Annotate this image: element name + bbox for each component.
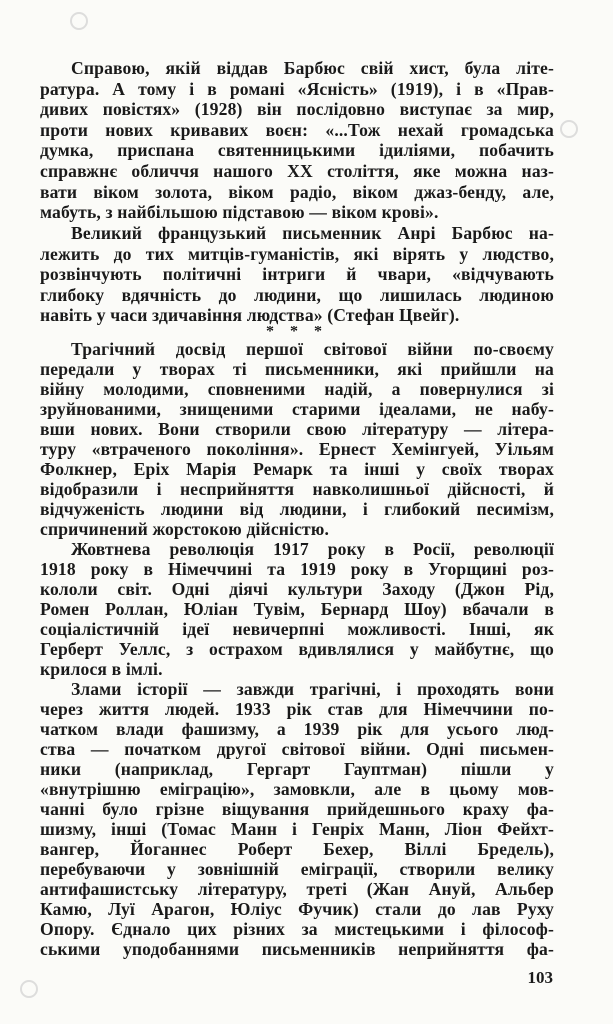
text-line: відчуженість людини від людини, і глибокий песимізм, (40, 499, 554, 519)
text-line: проти нових кривавих воєн: «...Тож нехай громадська (40, 119, 554, 140)
text-line: спричинений жорстокою дійсністю. (40, 519, 329, 539)
text-line: передали у творах ті письменники, які прийшли на (40, 359, 554, 379)
watermark (70, 12, 91, 30)
text-line: перебуваючи у зовнішній еміграції, створили велику (40, 859, 554, 879)
text-line: навіть у часи здичавіння людства» (Стефан Цвейг). (40, 305, 460, 326)
text-line: Трагічний досвід першої світової війни по-своєму (71, 339, 554, 359)
text-line: війну молодими, сповненими надій, а повернулися зі (40, 379, 554, 399)
text-line: ники (наприклад, Гергарт Гауптман) пішли у (40, 759, 554, 779)
text-line: Опору. Єднало цих різних за мистецькими і філософ- (40, 919, 554, 939)
watermark (560, 120, 581, 138)
page-number: 103 (527, 968, 553, 987)
text-line: зруйнованими, знищеними старими ідеалами, не набу- (40, 399, 554, 419)
text-line: крилося в імлі. (40, 659, 163, 679)
text-line: вати віком золота, віком радіо, віком джаз-бенду, але, (40, 181, 554, 202)
text-line: ратура. А тому і в романі «Ясність» (1919), і в «Прав- (40, 78, 554, 99)
text-line: чатком влади фашизму, а 1939 рік для усього люд- (40, 719, 554, 739)
text-line: туру «втраченого покоління». Ернест Хемінгуей, Уільям (40, 439, 554, 459)
text-line: відобразили і несприйняття навколишньої дійсності, й (40, 479, 554, 499)
text-line: Жовтнева революція 1917 року в Росії, революції (71, 539, 554, 559)
watermark (20, 980, 41, 998)
text-line: кололи світ. Одні діячі культури Заходу (Джон Рід, (40, 579, 554, 599)
text-line: Справою, якій віддав Барбюс свій хист, була літе- (71, 58, 554, 78)
text-line: глибоку вдячність до людини, що лишилась людиною (40, 284, 554, 305)
text-line: шизму, інші (Томас Манн і Генріх Манн, Ліон Фейхт- (40, 819, 554, 839)
text-line: вангер, Йоганнес Роберт Бехер, Віллі Бредель), (40, 839, 554, 859)
text-line: антифашистську літературу, треті (Жан Ануй, Альбер (40, 879, 554, 899)
text-line: Великий французький письменник Анрі Барбюс на- (71, 223, 554, 243)
text-line: думка, приспана святенницькими ідиліями, побачить (40, 140, 554, 161)
text-line: соціалістичній ідеї невичерпні можливості. Інші, як (40, 619, 554, 639)
text-line: лежить до тих митців-гуманістів, які вірять у людство, (40, 243, 554, 264)
text-line: 1918 року в Німеччині та 1919 року в Угорщині роз- (40, 559, 554, 579)
text-line: «внутрішню еміграцію», замовкли, але в цьому мов- (40, 779, 554, 799)
text-line: мабуть, з найбільшою підставою — віком крові». (40, 202, 439, 223)
text-line: через життя людей. 1933 рік став для Німеччини по- (40, 699, 554, 719)
text-line: дивих повістях» (1928) він послідовно виступає за мир, (40, 99, 554, 120)
text-line: Ромен Роллан, Юліан Тувім, Бернард Шоу) вбачали в (40, 599, 554, 619)
text-line: Камю, Луї Арагон, Юліус Фучик) стали до лав Руху (40, 899, 554, 919)
text-line: чанні було грізне віщування прийдешнього краху фа- (40, 799, 554, 819)
text-line: справжнє обличчя нашого XX століття, яке можна наз- (40, 161, 554, 181)
text-line: Фолкнер, Еріх Марія Ремарк та інші у своїх творах (40, 459, 554, 479)
text-line: Злами історії — завжди трагічні, і проходять вони (71, 679, 554, 699)
text-line: вши нових. Вони створили свою літературу — літера- (40, 419, 554, 439)
text-line: ства — початком другої світової війни. Одні письмен- (40, 739, 554, 759)
text-line: Герберт Уеллс, з острахом вдивлялися у майбутнє, що (40, 639, 554, 659)
text-line: розвінчують політичні інтриги й чвари, «відчувають (40, 264, 554, 285)
text-line: ськими уподобаннями письменників неприйняття фа- (40, 939, 554, 959)
section-separator: * * * (266, 326, 328, 338)
